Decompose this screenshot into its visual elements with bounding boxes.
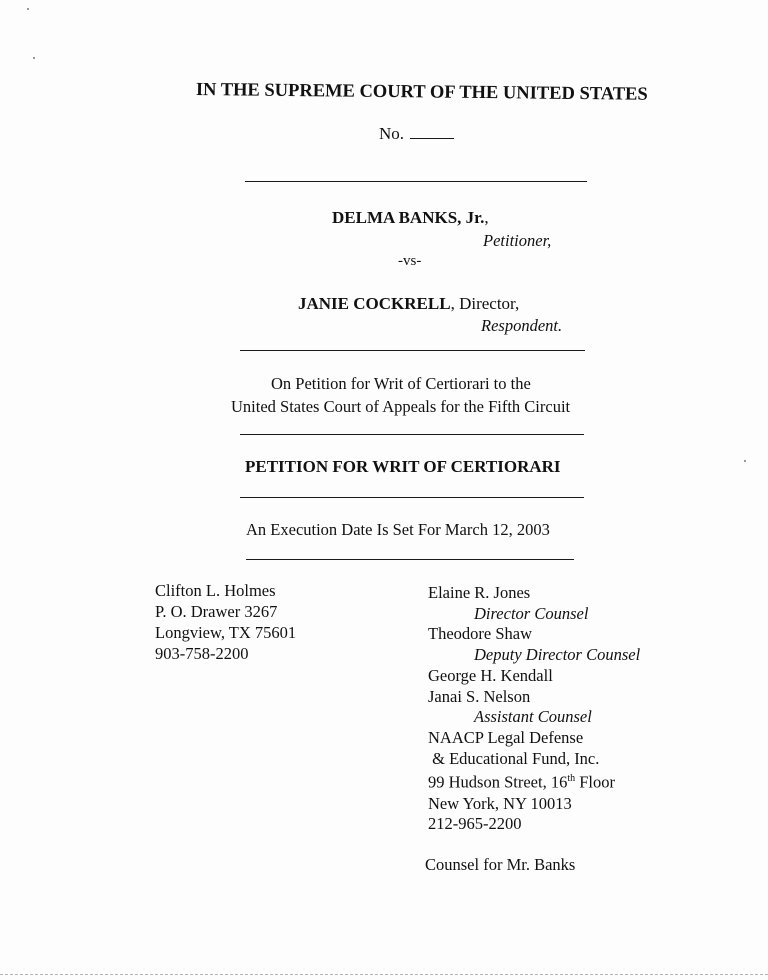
scan-speck [744, 460, 746, 462]
petitioner-name-suffix: , [484, 208, 489, 227]
lead-counsel-block [428, 583, 640, 835]
address-superscript: th [567, 773, 576, 785]
certiorari-line-2: United States Court of Appeals for the Fifth Circuit [231, 397, 571, 416]
organization-city: New York, NY 10013 [428, 793, 572, 813]
divider-1 [245, 181, 587, 182]
versus: -vs- [398, 253, 422, 269]
divider-2 [240, 350, 585, 351]
respondent-role: Respondent. [481, 316, 563, 335]
counsel-name-shaw: Theodore Shaw [428, 624, 533, 644]
address-prefix: 99 Hudson Street, 16 [428, 772, 568, 792]
petitioner-role: Petitioner, [483, 231, 552, 250]
local-counsel-city: Longview, TX 75601 [155, 623, 297, 642]
local-counsel-name: Clifton L. Holmes [155, 581, 276, 600]
scan-speck [33, 57, 35, 59]
respondent-name [298, 294, 519, 314]
certiorari-line-1: On Petition for Writ of Certiorari to the [271, 374, 531, 393]
address-suffix: Floor [575, 772, 615, 792]
organization-address [428, 769, 640, 793]
divider-4 [240, 497, 584, 498]
counsel-for-line: Counsel for Mr. Banks [425, 855, 576, 874]
execution-notice: An Execution Date Is Set For March 12, 2003 [246, 520, 550, 539]
counsel-title-assistant: Assistant Counsel [474, 707, 592, 727]
local-counsel-address: P. O. Drawer 3267 [155, 602, 278, 621]
docket-number [379, 124, 454, 144]
counsel-name-jones: Elaine R. Jones [428, 583, 531, 602]
counsel-name-kendall: George H. Kendall [428, 665, 553, 685]
divider-3 [240, 434, 584, 435]
organization-line-1: NAACP Legal Defense [428, 727, 584, 747]
scan-speck [27, 8, 29, 10]
respondent-name-text: JANIE COCKRELL [298, 294, 451, 313]
docket-label: No. [379, 124, 405, 143]
page-bottom-edge [0, 974, 768, 975]
court-heading: IN THE SUPREME COURT OF THE UNITED STATES [195, 80, 648, 105]
petitioner-name [332, 208, 489, 228]
counsel-title-director: Director Counsel [474, 603, 589, 623]
divider-5 [246, 559, 574, 560]
local-counsel-phone: 903-758-2200 [155, 644, 249, 663]
local-counsel-block [155, 580, 296, 664]
counsel-name-nelson: Janai S. Nelson [428, 686, 531, 706]
petition-title: PETITION FOR WRIT OF CERTIORARI [245, 457, 561, 476]
docket-blank-line [410, 138, 454, 139]
respondent-title: , Director, [450, 294, 520, 313]
organization-line-2: & Educational Fund, Inc. [428, 748, 600, 768]
counsel-title-deputy: Deputy Director Counsel [474, 645, 641, 665]
petitioner-name-text: DELMA BANKS, Jr. [332, 208, 485, 227]
organization-phone: 212-965-2200 [428, 814, 522, 834]
